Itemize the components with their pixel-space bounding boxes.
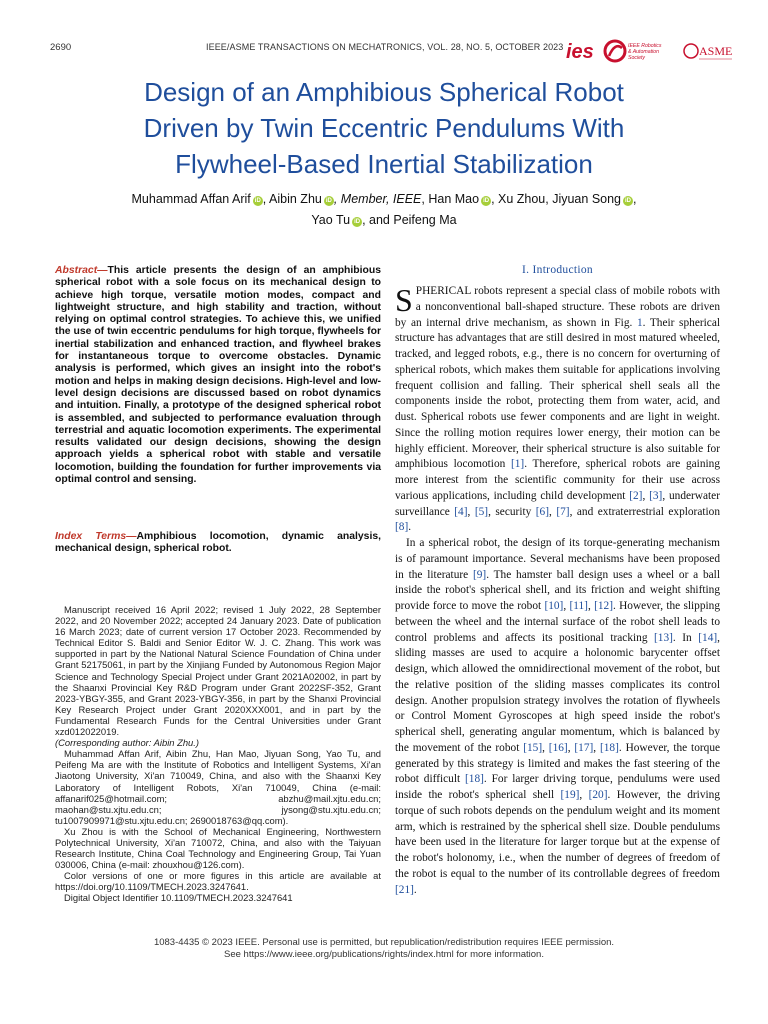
abstract: [55, 265, 381, 486]
author-name: , Xu Zhou, Jiyuan Song: [491, 192, 622, 206]
copyright-line: 1083-4435 © 2023 IEEE. Personal use is permitted, but republication/redistribution requires IEEE permission.: [153, 937, 615, 948]
publisher-logos: [566, 38, 734, 64]
small-caps-text: PHERICAL: [415, 285, 471, 297]
paper-title: [40, 74, 728, 182]
drop-cap: S: [395, 282, 413, 318]
introduction-body: [395, 284, 720, 898]
orcid-icon[interactable]: iD: [254, 198, 261, 204]
footnote-doi: Digital Object Identifier 10.1109/TMECH.2023.3247641: [64, 892, 293, 904]
citation-link[interactable]: [11]: [569, 600, 588, 612]
copyright-line: See https://www.ieee.org/publications/rights/index.html for more information.: [224, 949, 544, 960]
citation-link[interactable]: [13]: [654, 631, 673, 644]
title-line: Design of an Amphibious Spherical Robot: [144, 77, 624, 107]
footnote-manuscript: Manuscript received 16 April 2022; revised 1 July 2022, 28 September 2022, and 20 November 2022; accepted 24 January 2023. Date of publication 16 March 2023; date of current version 17 October 2023. Recommended by Technical Editor S. Baldi and Senior Editor W. J. C. Zhang. This work was supported in part by the National Natural Science Foundation of China under Grant 52175061, in part by the Xinjiang Funded by Autonomous Region Major Science and Technology Special Project under Grant 2021A02002, in part by the Shaanxi Provincial Key R&D Program under Grant 2022SF-352, Grant 2023-YBGY-355, and Grant 2023-YBGY-356, in part by the Shanxi Provincial Key Research Project under Grant 2020XXX001, and in part by the Fundamental Research Funds for the Central Universities under Grant xzd012022019. (Corresponding author: Aibin Zhu.): [55, 604, 381, 749]
svg-text:& Automation: & Automation: [628, 49, 659, 55]
page-number: 2690: [50, 42, 72, 53]
orcid-icon[interactable]: iD: [625, 198, 632, 204]
citation-link[interactable]: [17]: [574, 741, 594, 754]
citation-link[interactable]: [4]: [454, 505, 468, 518]
citation-link[interactable]: [10]: [544, 600, 564, 612]
index-terms-heading: Index Terms—: [55, 531, 137, 542]
citation-link[interactable]: [15]: [523, 741, 543, 754]
title-line: Driven by Twin Eccentric Pendulums With: [143, 113, 625, 143]
title-line: Flywheel-Based Inertial Stabilization: [175, 149, 593, 179]
author-name: Muhammad Affan Arif: [131, 192, 251, 206]
citation-link[interactable]: [3]: [649, 489, 663, 502]
index-terms-text: Amphibious locomotion, dynamic analysis, mechanical design, spherical robot.: [55, 531, 382, 555]
svg-text:Society: Society: [628, 55, 646, 61]
footnote-affiliation: Muhammad Affan Arif, Aibin Zhu, Han Mao, Jiyuan Song, Yao Tu, and Peifeng Ma are with the Institute of Robotics and Intelligent Systems, Xi'an Jiaotong University, Xi'an 710049, China, and also with the Shaanxi Key Laboratory of Intelligent Robots, Xi'an 710049, China (e-mail: affanarif025@hotmail.com; abzhu@mail.xjtu.edu.cn; maohan@stu.xjtu.edu.cn; jysong@stu.xjtu.edu.cn; tu1007909971@stu.xjtu.edu.cn; 2690018763@qq.com).: [55, 748, 381, 826]
citation-link[interactable]: [18]: [465, 773, 484, 786]
citation-link[interactable]: [19]: [560, 789, 580, 801]
author-list: Muhammad Affan Arif iD , Aibin Zhu iD , Member, IEEE, Han Mao iD , Xu Zhou, Jiyuan Song iD , Yao Tu iD , and Peifeng Ma: [131, 192, 637, 227]
ieee-robotics-automation-society-logo: [605, 41, 662, 61]
citation-link[interactable]: [20]: [588, 789, 608, 801]
figure-link[interactable]: 1: [636, 316, 643, 329]
orcid-icon[interactable]: iD: [325, 198, 332, 204]
author-name: , and Peifeng Ma: [362, 213, 457, 227]
svg-text:IEEE Robotics: IEEE Robotics: [628, 43, 662, 49]
citation-link[interactable]: [8]: [395, 521, 409, 534]
orcid-icon[interactable]: iD: [354, 219, 361, 225]
corresponding-author: (Corresponding author: Aibin Zhu.): [55, 737, 199, 749]
author-name: , Aibin Zhu: [262, 192, 322, 206]
ies-logo: [566, 41, 594, 63]
orcid-icon[interactable]: iD: [483, 198, 490, 204]
citation-link[interactable]: [5]: [474, 505, 489, 518]
svg-text:ies: ies: [566, 41, 594, 63]
citation-link[interactable]: [18]: [599, 741, 619, 754]
running-header: [0, 38, 768, 63]
citation-link[interactable]: [21]: [395, 883, 414, 896]
paragraph: SPHERICAL robots represent a special class of mobile robots with a nonconventional ball-shaped structure. These robots are driven by an internal drive mechanism, as shown in Fig. 1. Their spherical structure has advantages that are still desired in most matured wheeled, tracked, and legged robots, e.g., there is no concern for overturning of spherical robots, which makes them suitable for applications involving frequent collision and falling. Their spherical shell seals all the components inside the robot, protecting them from water, acid, and dust. Spherical robots use fewer components and are light in weight. Since the rolling motion requires lower energy, their motion can be highly efficient. Moreover, their spherical structure is also suitable for amphibious locomotion [1]. Therefore, spherical robots are gaining more interest from the scientific community for their use across various applications, including child development [2], [3], underwater surveillance [4], [5], security [6], [7], and extraterrestrial exploration [8].: [395, 282, 721, 534]
citation-link[interactable]: [7]: [556, 505, 570, 518]
citation-link[interactable]: [2]: [629, 489, 643, 502]
membership-label: , Member, IEEE: [333, 192, 422, 206]
citation-link[interactable]: [12]: [594, 600, 613, 612]
asme-logo: [684, 44, 732, 59]
index-terms: [55, 531, 381, 556]
journal-name: IEEE/ASME TRANSACTIONS ON MECHATRONICS, VOL. 28, NO. 5, OCTOBER 2023: [206, 42, 564, 52]
footnotes: [55, 604, 381, 904]
paragraph: In a spherical robot, the design of its torque-generating mechanism is of paramount importance. Several mechanisms have been proposed in the literature [9]. The hamster ball design uses a wheel or a ball inside the robot's spherical shell, and its friction and weight shifting provide force to move the robot [10], [11], [12]. However, the slipping between the wheel and the internal surface of the robot shell leads to control problems and affects its positional tracking [13]. In [14], sliding masses are used to acquire a holonomic barycenter offset design, which allowed the omnidirectional movement of the robot, but the relative position of the sliding masses complicates its control design. Another propulsion strategy involves the rotation of flywheels or Control Moment Gyroscopes at high speed inside the robot's spherical shell, generating angular momentum, which is balanced by the movement of the robot [15], [16], [17], [18]. However, the torque generated by this strategy is limited and makes the fast steering of the robot difficult [18]. For larger driving torque, pendulums were used inside the robot's spherical shell [19], [20]. However, the driving torque of such robots depends on the pendulum weight and its moment arm, which is restrained by the spherical shell size. Double pendulums have been used in the literature for larger torque but at the expense of the robot's holonomy, i.e., when the number of degrees of freedom of the robot is equal to the number of its controllable degrees of freedom [21].: [395, 537, 721, 896]
author-name: , Han Mao: [421, 192, 480, 206]
citation-link[interactable]: [14]: [698, 631, 718, 644]
citation-link[interactable]: [16]: [548, 741, 568, 754]
citation-link[interactable]: [1]: [510, 458, 525, 471]
citation-link[interactable]: [9]: [472, 568, 487, 581]
abstract-text: This article presents the design of an amphibious spherical robot with a sole focus on its mechanical design to achieve high torque, versatile motion modes, compact and lightweight structure, and high stability and traction, without relying on optimal control strategies. To achieve this, we unified the use of twin eccentric pendulums for high torque, flywheels for inertial stabilization and enhanced traction, and flywheel brakes for instantaneous torque to overcome obstacles. Dynamic analysis is performed, which gives an insight into the robot's motion and helps in making design decisions. High-level and low-level design decisions are discussed based on robot dynamics and intuition. Finally, a prototype of the designed spherical robot is assembled, and subjected to performance evaluation through terrestrial and aquatic locomotion experiments. The experimental results validated our design decisions, showing the design approach yields a spherical robot with stable and versatile locomotion, building the foundation for further improvements via optimal control and sensing.: [55, 265, 381, 486]
svg-text:ASME: ASME: [699, 44, 733, 58]
author-name: Yao Tu: [311, 213, 351, 227]
section-heading: I. Introduction: [522, 264, 593, 276]
footnote-color-figures: Color versions of one or more figures in this article are available at https://doi.org/10.1109/TMECH.2023.3247641.: [55, 870, 381, 893]
footnote-affiliation: Xu Zhou is with the School of Mechanical Engineering, Northwestern Polytechnical University, Xi'an 710072, China, and also with the Taiyuan Research Institute, China Coal Technology and Engineering Group, Tai Yuan 030006, China (e-mail: zhouxhou@126.com).: [55, 825, 381, 871]
abstract-heading: Abstract—: [55, 265, 108, 276]
copyright-notice: [40, 937, 728, 961]
citation-link[interactable]: [6]: [535, 505, 550, 518]
